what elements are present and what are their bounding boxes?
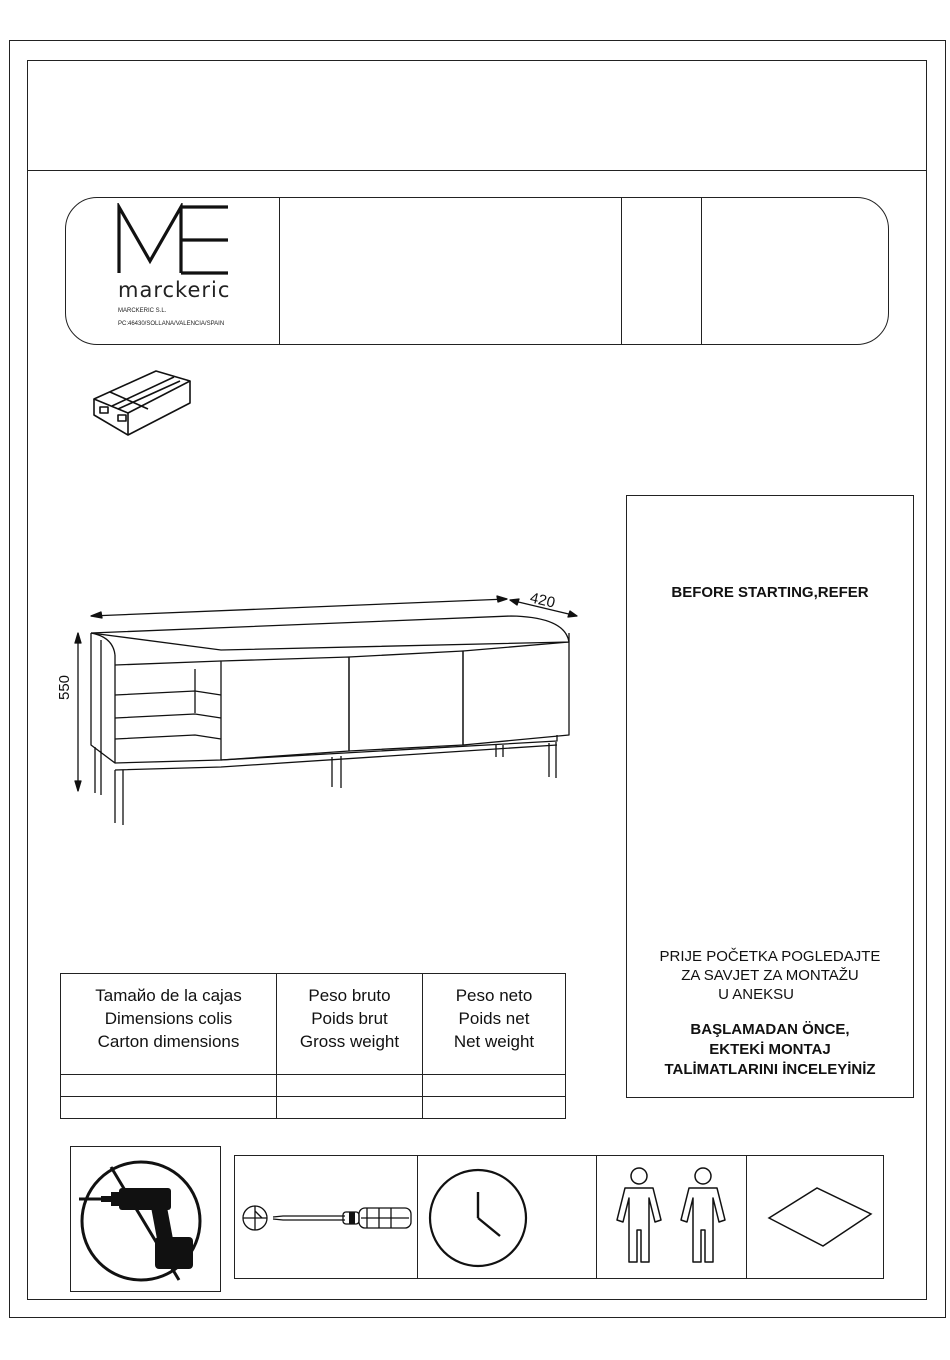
- package-info-table: [60, 973, 566, 1119]
- notice-english: BEFORE STARTING,REFER: [671, 584, 869, 601]
- package-box-icon: [90, 365, 195, 440]
- header-line: Gross weight: [299, 1032, 400, 1051]
- company-address: PC:46430/SOLLANA/VALENCIA/SPAIN: [118, 321, 225, 327]
- floor-mat-panel: [747, 1156, 883, 1278]
- notice-bosnian-line: PRIJE POČETKA POGLEDAJTE: [659, 948, 881, 965]
- notice-turkish-line: BAŞLAMADAN ÖNCE,: [690, 1021, 850, 1038]
- header-line: Peso neto: [455, 986, 533, 1005]
- title-block-divider: [621, 198, 622, 344]
- two-persons-panel: [597, 1156, 747, 1278]
- notice-turkish-line: TALİMATLARINI İNCELEYİNİZ: [664, 1061, 876, 1078]
- table-header-cell: [61, 974, 277, 1075]
- brand-name: marckeric: [118, 278, 231, 302]
- notice-turkish-line: EKTEKİ MONTAJ: [709, 1041, 831, 1058]
- no-power-drill-icon: [71, 1147, 220, 1291]
- height-dimension-label: 550: [56, 674, 73, 700]
- header-line: Dimensions colis: [104, 1009, 233, 1028]
- company-name: MARCKERIC S.L.: [118, 308, 167, 314]
- two-persons-icon: [597, 1156, 747, 1280]
- assembly-notice-box: [626, 495, 914, 1098]
- screwdriver-icon: [235, 1156, 418, 1280]
- title-block-divider: [701, 198, 702, 344]
- clock-icon: [418, 1156, 598, 1280]
- notice-bosnian-line: ZA SAVJET ZA MONTAŽU: [681, 967, 859, 984]
- header-line: Carton dimensions: [97, 1032, 240, 1051]
- header-line: Poids net: [458, 1009, 530, 1028]
- header-line: Net weight: [453, 1032, 535, 1051]
- depth-dimension-label: 420: [528, 589, 557, 612]
- table-row: [61, 1097, 566, 1119]
- tools-strip: [234, 1155, 884, 1279]
- screwdriver-panel: [235, 1156, 418, 1278]
- monogram-logo-icon: [116, 203, 236, 278]
- furniture-drawing: [55, 585, 595, 830]
- notice-bosnian-line: U ANEKSU: [718, 986, 794, 1003]
- table-header-cell: [423, 974, 566, 1075]
- header-line: Tamaйo de la cajas: [95, 986, 242, 1005]
- header-divider: [27, 170, 927, 171]
- time-panel: [418, 1156, 598, 1278]
- table-row: [61, 1075, 566, 1097]
- table-header-cell: [277, 974, 423, 1075]
- header-line: Poids brut: [311, 1009, 388, 1028]
- title-block-divider: [279, 198, 280, 344]
- header-line: Peso bruto: [308, 986, 391, 1005]
- floor-mat-icon: [747, 1156, 883, 1280]
- no-power-drill-panel: [70, 1146, 221, 1292]
- brand-logo: [116, 203, 236, 333]
